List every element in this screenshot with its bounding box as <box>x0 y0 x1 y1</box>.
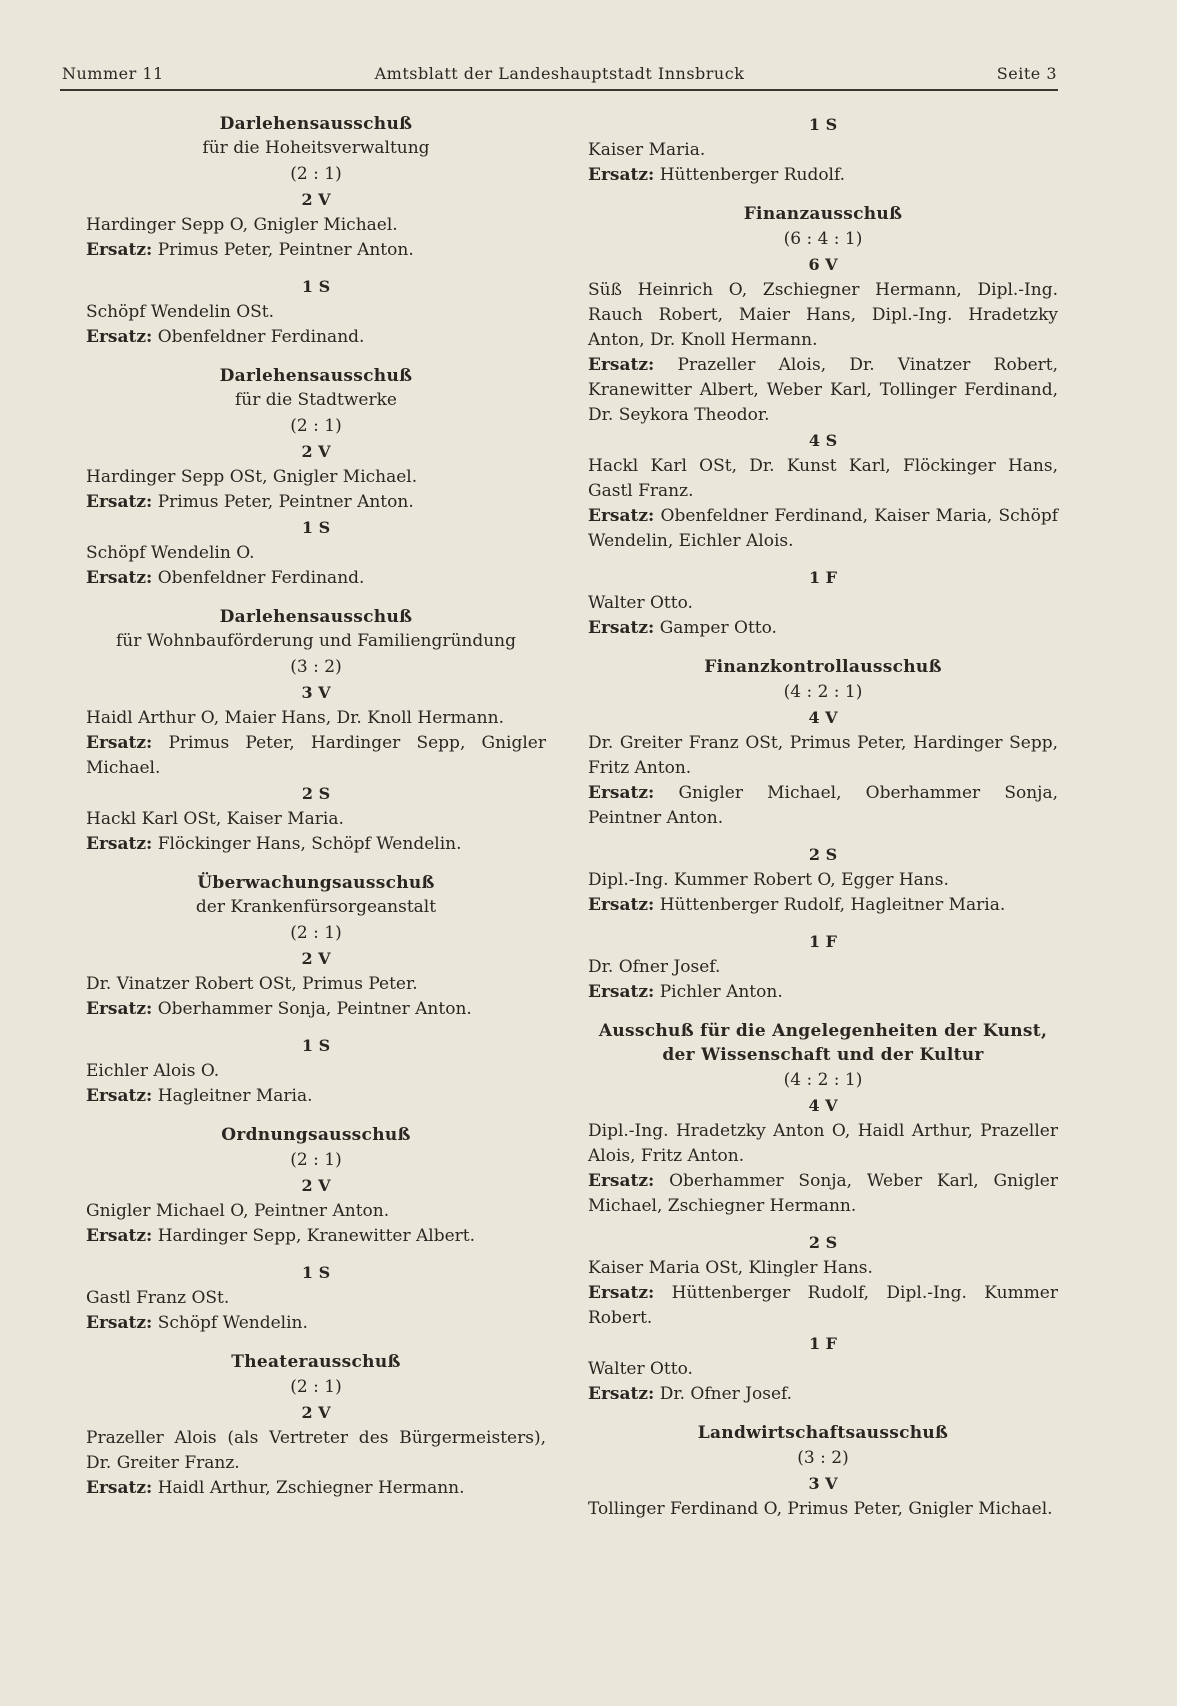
substitutes: Ersatz: Hüttenberger Rudolf, Dipl.-Ing. Kummer Robert. <box>588 1283 1058 1328</box>
committee-loan-sovereign <box>86 112 546 350</box>
substitutes: Ersatz: Primus Peter, Peintner Anton. <box>86 240 414 260</box>
committee-finance-control <box>588 655 1058 1005</box>
members: Eichler Alois O. <box>86 1061 220 1081</box>
party-category: 4 V <box>808 708 838 727</box>
substitutes: Ersatz: Obenfeldner Ferdinand, Kaiser Maria, Schöpf Wendelin, Eichler Alois. <box>588 506 1058 551</box>
members: Dipl.-Ing. Kummer Robert O, Egger Hans. <box>588 870 949 890</box>
party-category: 1 S <box>301 518 331 537</box>
members: Dr. Ofner Josef. <box>588 957 721 977</box>
committee-title: Landwirtschaftsausschuß <box>697 1423 949 1443</box>
party-category: 1 F <box>808 568 838 587</box>
right-column <box>588 112 1058 1522</box>
members: Walter Otto. <box>588 593 693 613</box>
party-category: 2 V <box>301 1403 331 1422</box>
issue-number: Nummer 11 <box>62 64 164 83</box>
left-column <box>86 112 546 1501</box>
members: Kaiser Maria. <box>588 140 706 160</box>
members: Hardinger Sepp O, Gnigler Michael. <box>86 215 398 235</box>
substitutes: Ersatz: Schöpf Wendelin. <box>86 1313 308 1333</box>
party-category: 2 V <box>301 1176 331 1195</box>
committee-theater-continued <box>588 112 1058 188</box>
substitutes: Ersatz: Hardinger Sepp, Kranewitter Albert. <box>86 1226 476 1246</box>
party-category: 2 S <box>808 845 838 864</box>
committee-title: Darlehensausschuß <box>219 114 413 134</box>
committee-subtitle: der Krankenfürsorgeanstalt <box>195 897 437 917</box>
substitutes: Ersatz: Primus Peter, Peintner Anton. <box>86 492 414 512</box>
seat-ratio: (6 : 4 : 1) <box>783 229 863 249</box>
committee-title: Überwachungsausschuß <box>197 873 435 893</box>
substitutes: Ersatz: Dr. Ofner Josef. <box>588 1384 793 1404</box>
members: Dipl.-Ing. Hradetzky Anton O, Haidl Arthur, Prazeller Alois, Fritz Anton. <box>588 1121 1058 1166</box>
members: Walter Otto. <box>588 1359 693 1379</box>
members: Schöpf Wendelin O. <box>86 543 255 563</box>
members: Gastl Franz OSt. <box>86 1288 230 1308</box>
party-category: 2 V <box>301 190 331 209</box>
committee-theater <box>86 1350 546 1501</box>
seat-ratio: (2 : 1) <box>290 1150 342 1170</box>
party-category: 3 V <box>301 683 331 702</box>
members: Tollinger Ferdinand O, Primus Peter, Gnigler Michael. <box>588 1499 1053 1519</box>
party-category: 6 V <box>808 255 838 274</box>
committee-arts-science-culture <box>588 1019 1058 1407</box>
substitutes: Ersatz: Pichler Anton. <box>588 982 783 1002</box>
party-category: 1 F <box>808 932 838 951</box>
substitutes: Ersatz: Oberhammer Sonja, Peintner Anton. <box>86 999 472 1019</box>
seat-ratio: (4 : 2 : 1) <box>783 1070 863 1090</box>
committee-loan-housing <box>86 605 546 857</box>
party-category: 1 S <box>301 1263 331 1282</box>
substitutes: Ersatz: Primus Peter, Hardinger Sepp, Gnigler Michael. <box>86 733 546 778</box>
page-header <box>62 64 1057 90</box>
committee-title: Theaterausschuß <box>231 1352 401 1372</box>
substitutes: Ersatz: Hagleitner Maria. <box>86 1086 313 1106</box>
committee-supervision <box>86 871 546 1109</box>
party-category: 2 V <box>301 442 331 461</box>
committee-agriculture <box>588 1421 1058 1522</box>
party-category: 4 S <box>808 431 838 450</box>
substitutes: Ersatz: Oberhammer Sonja, Weber Karl, Gnigler Michael, Zschiegner Hermann. <box>588 1171 1058 1216</box>
committee-title: Finanzkontrollausschuß <box>704 657 942 677</box>
party-category: 1 S <box>301 1036 331 1055</box>
seat-ratio: (4 : 2 : 1) <box>783 682 863 702</box>
committee-title: Ordnungsausschuß <box>221 1125 411 1145</box>
members: Gnigler Michael O, Peintner Anton. <box>86 1201 390 1221</box>
party-category: 2 V <box>301 949 331 968</box>
members: Kaiser Maria OSt, Klingler Hans. <box>588 1258 873 1278</box>
committee-loan-utilities <box>86 364 546 591</box>
members: Schöpf Wendelin OSt. <box>86 302 275 322</box>
committee-title: Darlehensausschuß <box>219 607 413 627</box>
party-category: 4 V <box>808 1096 838 1115</box>
substitutes: Ersatz: Flöckinger Hans, Schöpf Wendelin. <box>86 834 462 854</box>
substitutes: Ersatz: Hüttenberger Rudolf, Hagleitner Maria. <box>588 895 1006 915</box>
committee-title: Finanzausschuß <box>743 204 903 224</box>
party-category: 2 S <box>808 1233 838 1252</box>
committee-title: Darlehensausschuß <box>219 366 413 386</box>
seat-ratio: (2 : 1) <box>290 923 342 943</box>
members: Hackl Karl OSt, Dr. Kunst Karl, Flöckinger Hans, Gastl Franz. <box>588 456 1058 501</box>
members: Süß Heinrich O, Zschiegner Hermann, Dipl.-Ing. Rauch Robert, Maier Hans, Dipl.-Ing. Hradetzky Anton, Dr. Knoll Hermann. <box>588 280 1058 350</box>
page-number: Seite 3 <box>996 64 1057 83</box>
party-category: 2 S <box>301 784 331 803</box>
seat-ratio: (2 : 1) <box>290 416 342 436</box>
party-category: 1 S <box>301 277 331 296</box>
committee-subtitle: für die Hoheitsverwaltung <box>202 138 430 158</box>
seat-ratio: (3 : 2) <box>290 657 342 677</box>
members: Dr. Vinatzer Robert OSt, Primus Peter. <box>86 974 418 994</box>
party-category: 1 S <box>808 115 838 134</box>
members: Dr. Greiter Franz OSt, Primus Peter, Hardinger Sepp, Fritz Anton. <box>588 733 1058 778</box>
members: Hardinger Sepp OSt, Gnigler Michael. <box>86 467 418 487</box>
members: Prazeller Alois (als Vertreter des Bürgermeisters), Dr. Greiter Franz. <box>86 1428 546 1473</box>
committee-subtitle: für Wohnbauförderung und Familiengründung <box>115 631 517 651</box>
substitutes: Ersatz: Hüttenberger Rudolf. <box>588 165 846 185</box>
header-rule <box>60 89 1058 91</box>
substitute-label: Ersatz: <box>86 240 153 260</box>
committee-finance <box>588 202 1058 641</box>
substitutes: Ersatz: Obenfeldner Ferdinand. <box>86 327 365 347</box>
seat-ratio: (2 : 1) <box>290 1377 342 1397</box>
party-category: 3 V <box>808 1474 838 1493</box>
substitutes: Ersatz: Obenfeldner Ferdinand. <box>86 568 365 588</box>
substitutes: Ersatz: Prazeller Alois, Dr. Vinatzer Robert, Kranewitter Albert, Weber Karl, Tollinger Ferdinand, Dr. Seykora Theodor. <box>588 355 1058 425</box>
substitutes: Ersatz: Haidl Arthur, Zschiegner Hermann. <box>86 1478 465 1498</box>
substitutes: Ersatz: Gamper Otto. <box>588 618 777 638</box>
members: Hackl Karl OSt, Kaiser Maria. <box>86 809 344 829</box>
committee-title: Ausschuß für die Angelegenheiten der Kunst, der Wissenschaft und der Kultur <box>598 1021 1048 1065</box>
party-category: 1 F <box>808 1334 838 1353</box>
committee-order <box>86 1123 546 1336</box>
seat-ratio: (2 : 1) <box>290 164 342 184</box>
substitutes: Ersatz: Gnigler Michael, Oberhammer Sonja, Peintner Anton. <box>588 783 1058 828</box>
members: Haidl Arthur O, Maier Hans, Dr. Knoll Hermann. <box>86 708 504 728</box>
committee-subtitle: für die Stadtwerke <box>235 390 397 410</box>
seat-ratio: (3 : 2) <box>797 1448 849 1468</box>
publication-title: Amtsblatt der Landeshauptstadt Innsbruck <box>374 64 745 83</box>
